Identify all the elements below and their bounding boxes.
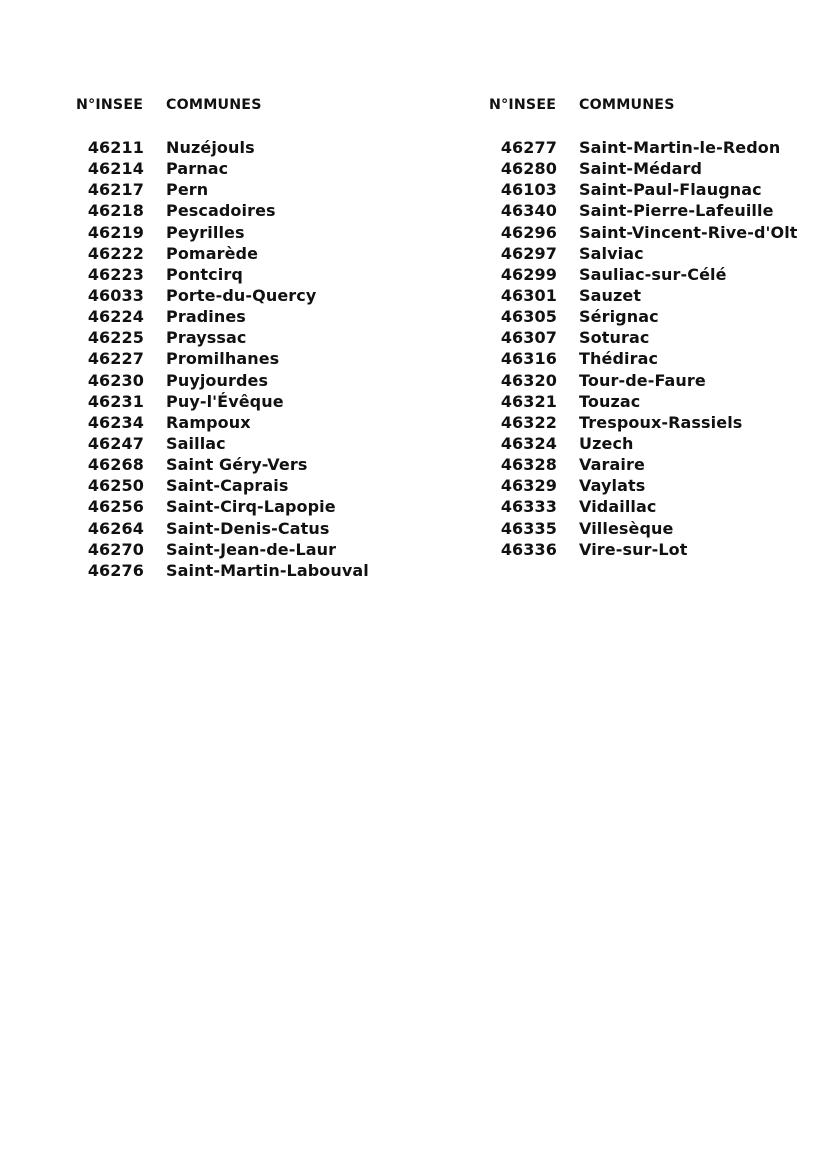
- insee-code: 46234: [87, 412, 144, 432]
- insee-code: 46217: [87, 180, 144, 200]
- commune-name: Pomarède: [166, 243, 259, 263]
- insee-code-header: N°INSEE: [76, 97, 144, 113]
- table-row: [489, 265, 819, 286]
- commune-name: Saint-Caprais: [166, 476, 289, 496]
- commune-name: Trespoux-Rassiels: [579, 412, 743, 432]
- insee-code: 46223: [87, 264, 144, 284]
- table-row: [76, 371, 436, 392]
- commune-name: Uzech: [579, 433, 634, 453]
- commune-name: Pontcirq: [166, 264, 243, 284]
- insee-code: 46305: [500, 307, 557, 327]
- commune-name: Varaire: [579, 455, 645, 475]
- insee-code: 46301: [500, 285, 557, 305]
- insee-code: 46218: [87, 201, 144, 221]
- insee-code: 46340: [500, 201, 557, 221]
- insee-code: 46297: [500, 243, 557, 263]
- table-row: [76, 201, 436, 222]
- table-row: [76, 349, 436, 370]
- table-row: [76, 392, 436, 413]
- insee-code: 46222: [87, 243, 144, 263]
- insee-code: 46329: [500, 476, 557, 496]
- insee-code: 46214: [87, 159, 144, 179]
- insee-code: 46321: [500, 391, 557, 411]
- insee-code: 46103: [500, 180, 557, 200]
- table-header: [76, 97, 436, 117]
- insee-code: 46277: [500, 138, 557, 157]
- table-row: [489, 223, 819, 244]
- table-row: [76, 413, 436, 434]
- insee-code: 46316: [500, 349, 557, 369]
- insee-code: 46336: [500, 539, 557, 559]
- table-row: [489, 434, 819, 455]
- commune-name: Sauzet: [579, 285, 642, 305]
- insee-code: 46335: [500, 518, 557, 538]
- table-header: [489, 97, 819, 117]
- table-row: [76, 307, 436, 328]
- table-row: [489, 455, 819, 476]
- commune-name: Tour-de-Faure: [579, 370, 706, 390]
- table-row: [489, 307, 819, 328]
- commune-name: Villesèque: [579, 518, 674, 538]
- table-row: [489, 328, 819, 349]
- commune-name: Soturac: [579, 328, 650, 348]
- insee-code: 46333: [500, 497, 557, 517]
- table-row: [489, 244, 819, 265]
- commune-name: Vaylats: [579, 476, 646, 496]
- commune-name: Vidaillac: [579, 497, 657, 517]
- insee-code: 46276: [87, 560, 144, 580]
- commune-name: Pern: [166, 180, 209, 200]
- commune-name: Saint-Cirq-Lapopie: [166, 497, 336, 517]
- table-row: [76, 561, 436, 582]
- insee-code: 46224: [87, 307, 144, 327]
- insee-code: 46227: [87, 349, 144, 369]
- commune-name: Saint-Martin-Labouval: [166, 560, 369, 580]
- communes-table-left: [76, 97, 436, 580]
- table-row: [489, 180, 819, 201]
- insee-code: 46230: [87, 370, 144, 390]
- table-row: [489, 413, 819, 434]
- insee-code: 46231: [87, 391, 144, 411]
- commune-name: Saint-Pierre-Lafeuille: [579, 201, 774, 221]
- table-row: [489, 286, 819, 307]
- insee-code: 46264: [87, 518, 144, 538]
- communes-table-right: [489, 97, 819, 559]
- table-row: [489, 138, 819, 159]
- table-row: [76, 519, 436, 540]
- insee-code: 46322: [500, 412, 557, 432]
- communes-list-right: [489, 138, 819, 561]
- table-row: [489, 519, 819, 540]
- commune-name: Touzac: [579, 391, 641, 411]
- table-row: [76, 476, 436, 497]
- commune-name: Saint-Vincent-Rive-d'Olt: [579, 222, 798, 242]
- table-row: [489, 392, 819, 413]
- commune-name: Parnac: [166, 159, 229, 179]
- commune-name: Sérignac: [579, 307, 659, 327]
- commune-name: Nuzéjouls: [166, 138, 255, 157]
- table-row: [489, 476, 819, 497]
- commune-name: Salviac: [579, 243, 644, 263]
- table-row: [489, 497, 819, 518]
- insee-code: 46296: [500, 222, 557, 242]
- commune-name: Prayssac: [166, 328, 247, 348]
- table-row: [489, 371, 819, 392]
- table-row: [76, 434, 436, 455]
- insee-code: 46270: [87, 539, 144, 559]
- table-row: [76, 286, 436, 307]
- table-row: [76, 265, 436, 286]
- table-row: [489, 540, 819, 561]
- table-row: [76, 159, 436, 180]
- insee-code: 46320: [500, 370, 557, 390]
- commune-name: Saint-Médard: [579, 159, 703, 179]
- insee-code: 46256: [87, 497, 144, 517]
- commune-name: Porte-du-Quercy: [166, 285, 317, 305]
- commune-name: Sauliac-sur-Célé: [579, 264, 727, 284]
- commune-name: Peyrilles: [166, 222, 245, 242]
- insee-code: 46211: [87, 138, 144, 157]
- table-row: [76, 497, 436, 518]
- commune-name: Saint-Jean-de-Laur: [166, 539, 337, 559]
- table-row: [76, 138, 436, 159]
- table-row: [489, 201, 819, 222]
- commune-name: Pescadoires: [166, 201, 276, 221]
- commune-name: Promilhanes: [166, 349, 280, 369]
- commune-name: Puyjourdes: [166, 370, 269, 390]
- table-row: [489, 159, 819, 180]
- commune-name: Saillac: [166, 433, 226, 453]
- commune-name: Thédirac: [579, 349, 659, 369]
- commune-name: Rampoux: [166, 412, 251, 432]
- table-row: [76, 455, 436, 476]
- table-row: [76, 244, 436, 265]
- table-row: [76, 328, 436, 349]
- commune-name: Vire-sur-Lot: [579, 539, 688, 559]
- commune-name: Saint-Martin-le-Redon: [579, 138, 781, 157]
- table-row: [76, 540, 436, 561]
- insee-code: 46219: [87, 222, 144, 242]
- insee-code: 46328: [500, 455, 557, 475]
- commune-name: Saint-Denis-Catus: [166, 518, 330, 538]
- commune-name: Pradines: [166, 307, 246, 327]
- commune-name: Saint Géry-Vers: [166, 455, 308, 475]
- insee-code: 46033: [87, 285, 144, 305]
- insee-code: 46268: [87, 455, 144, 475]
- table-row: [76, 223, 436, 244]
- insee-code: 46225: [87, 328, 144, 348]
- insee-code: 46324: [500, 433, 557, 453]
- insee-code: 46250: [87, 476, 144, 496]
- communes-list-left: [76, 138, 436, 582]
- insee-code: 46247: [87, 433, 144, 453]
- insee-code: 46280: [500, 159, 557, 179]
- insee-code: 46307: [500, 328, 557, 348]
- communes-header: COMMUNES: [579, 97, 675, 113]
- insee-code: 46299: [500, 264, 557, 284]
- commune-name: Saint-Paul-Flaugnac: [579, 180, 762, 200]
- insee-code-header: N°INSEE: [489, 97, 557, 113]
- commune-name: Puy-l'Évêque: [166, 391, 284, 411]
- table-row: [76, 180, 436, 201]
- table-row: [489, 349, 819, 370]
- communes-header: COMMUNES: [166, 97, 262, 113]
